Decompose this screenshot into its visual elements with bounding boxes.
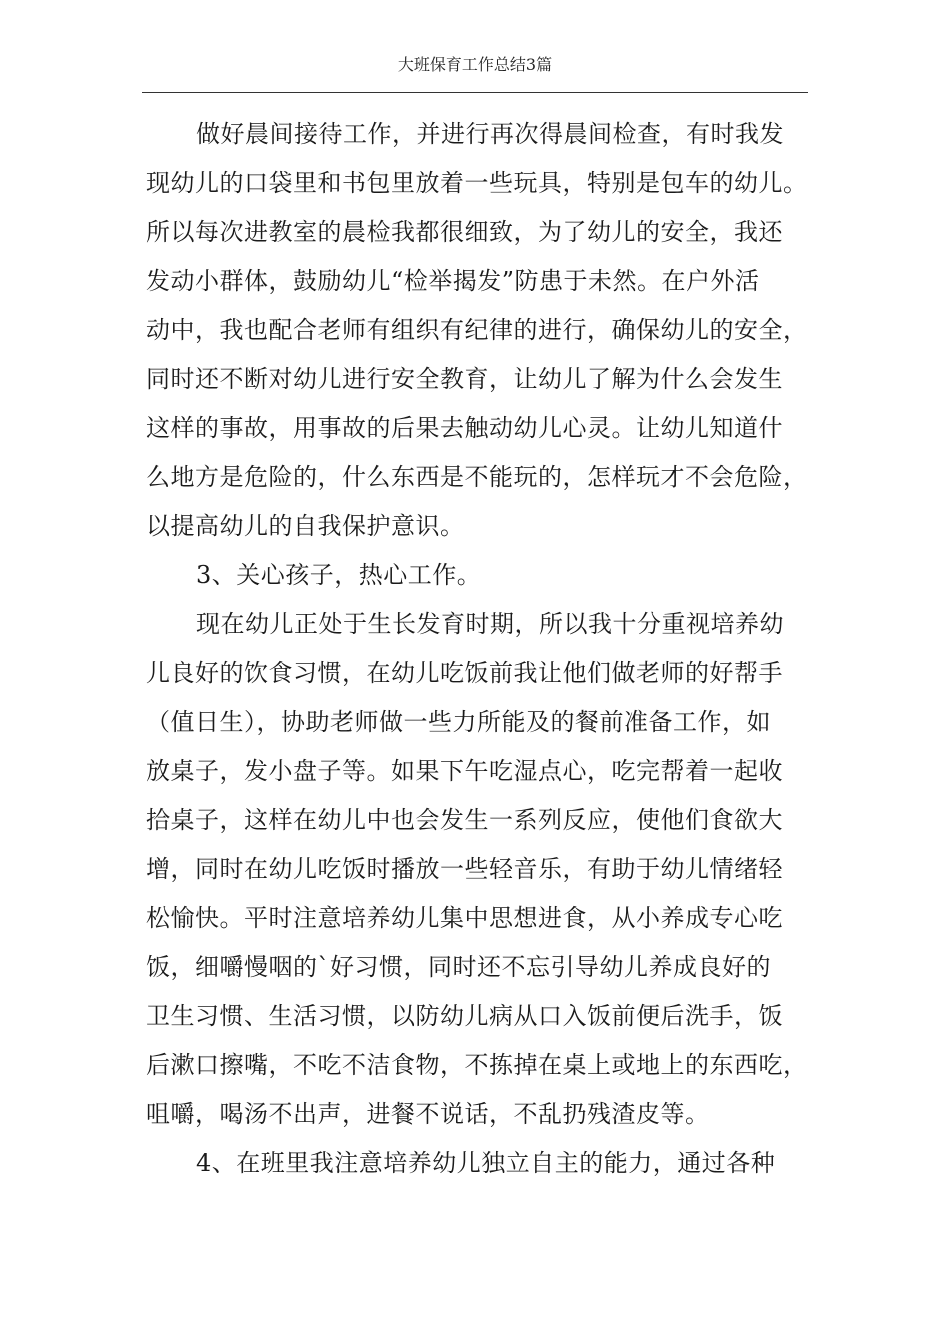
text-line: 咀嚼，喝汤不出声，进餐不说话，不乱扔残渣皮等。	[146, 1100, 710, 1128]
text-line: 4、在班里我注意培养幼儿独立自主的能力，通过各种	[196, 1149, 776, 1177]
text-line: 现幼儿的口袋里和书包里放着一些玩具，特别是包车的幼儿。	[146, 169, 808, 197]
text-line: 增，同时在幼儿吃饭时播放一些轻音乐，有助于幼儿情绪轻	[146, 855, 783, 883]
text-line: 现在幼儿正处于生长发育时期，所以我十分重视培养幼	[196, 610, 784, 638]
text-line: 同时还不断对幼儿进行安全教育，让幼儿了解为什么会发生	[146, 365, 783, 393]
text-line: 卫生习惯、生活习惯，以防幼儿病从口入饭前便后洗手，饭	[146, 1002, 783, 1030]
page-header-title: 大班保育工作总结3篇	[397, 55, 553, 74]
text-line: 以提高幼儿的自我保护意识。	[146, 512, 465, 540]
text-line: 松愉快。平时注意培养幼儿集中思想进食，从小养成专心吃	[146, 904, 783, 932]
text-line: （值日生），协助老师做一些力所能及的餐前准备工作，如	[146, 708, 771, 736]
text-line: 放桌子，发小盘子等。如果下午吃湿点心，吃完帮着一起收	[146, 757, 783, 785]
text-line: 所以每次进教室的晨检我都很细致，为了幼儿的安全，我还	[146, 218, 783, 246]
text-line: 拾桌子，这样在幼儿中也会发生一系列反应，使他们食欲大	[146, 806, 783, 834]
text-line: 3、关心孩子，热心工作。	[196, 561, 482, 589]
text-line: 后漱口擦嘴，不吃不洁食物，不拣掉在桌上或地上的东西吃，	[146, 1051, 808, 1079]
header-divider	[142, 92, 808, 93]
text-line: 做好晨间接待工作，并进行再次得晨间检查，有时我发	[196, 120, 784, 148]
text-line: 发动小群体，鼓励幼儿“检举揭发”防患于未然。在户外活	[146, 267, 760, 295]
text-line: 么地方是危险的，什么东西是不能玩的，怎样玩才不会危险，	[146, 463, 808, 491]
text-line: 这样的事故，用事故的后果去触动幼儿心灵。让幼儿知道什	[146, 414, 783, 442]
text-line: 饭，细嚼慢咽的`好习惯，同时还不忘引导幼儿养成良好的	[146, 953, 771, 981]
document-body	[146, 110, 818, 1188]
text-line: 动中，我也配合老师有组织有纪律的进行，确保幼儿的安全，	[146, 316, 808, 344]
text-line: 儿良好的饮食习惯，在幼儿吃饭前我让他们做老师的好帮手	[146, 659, 783, 687]
